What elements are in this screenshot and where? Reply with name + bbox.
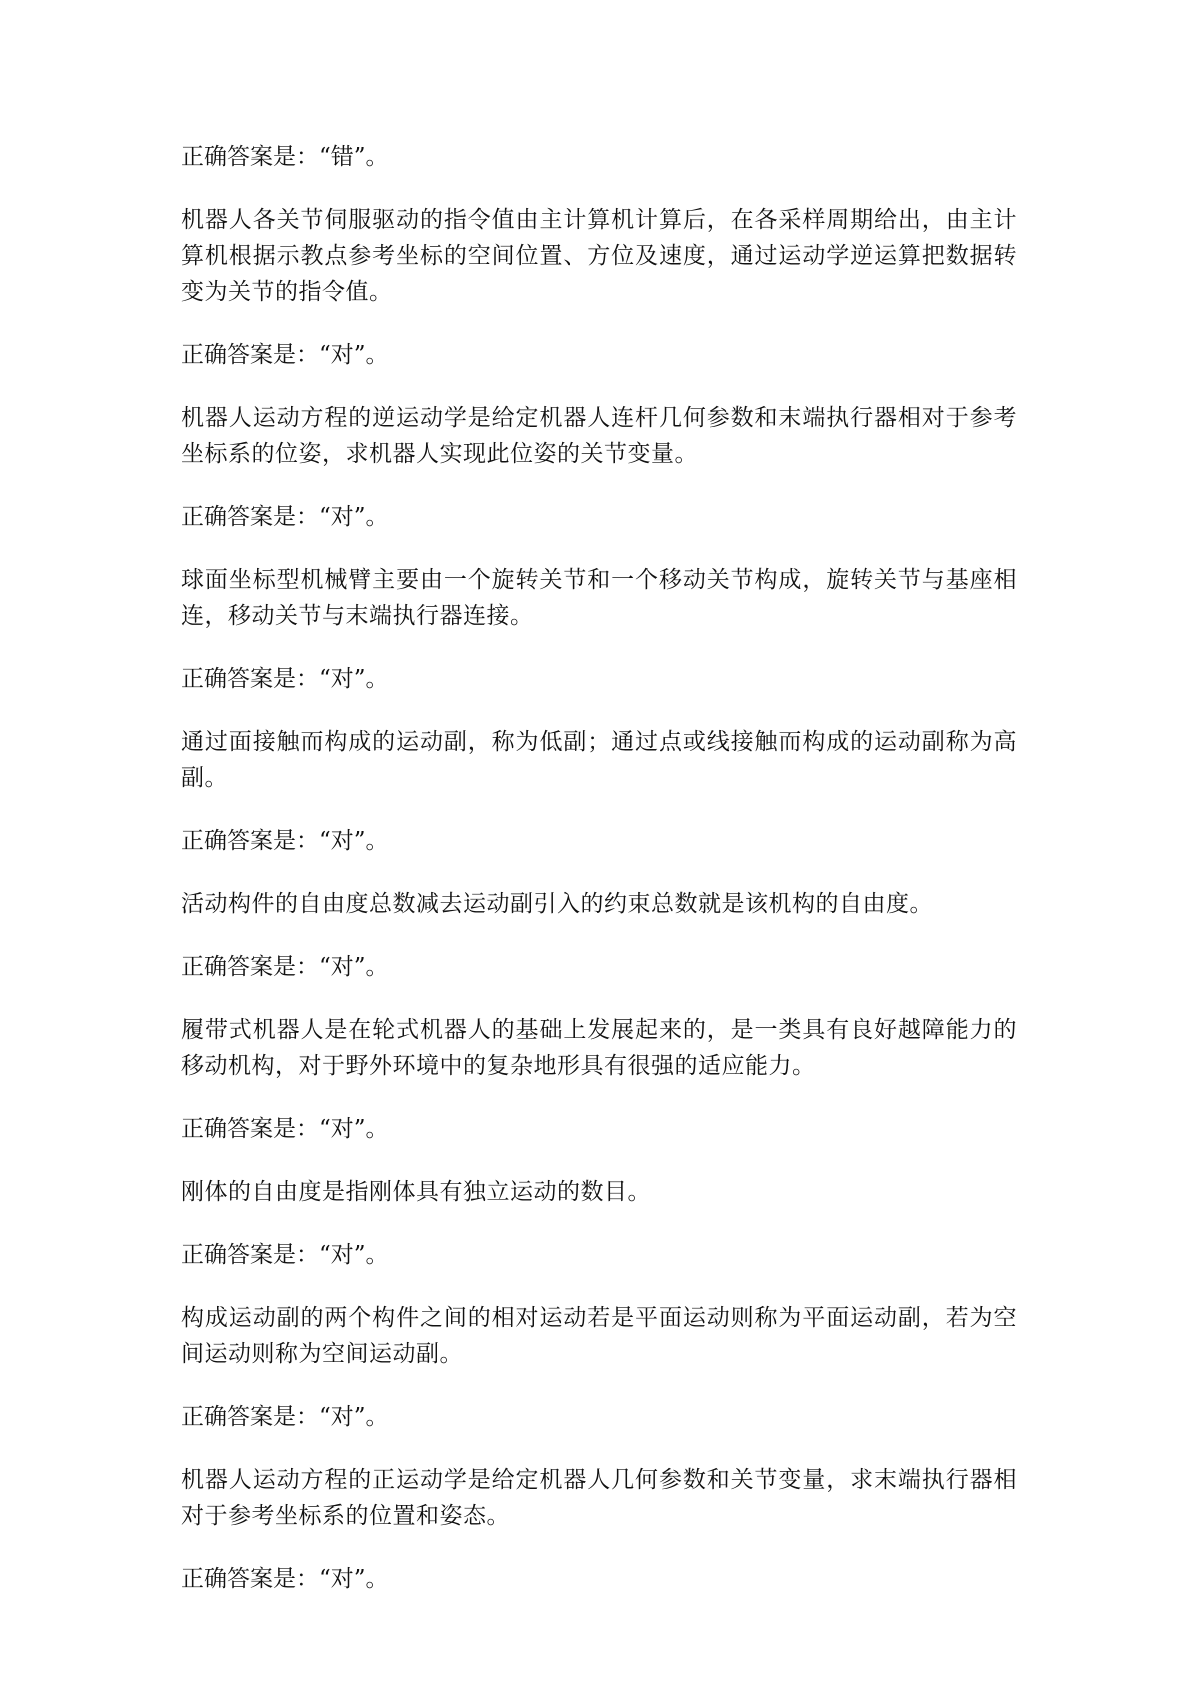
qa-item: [181, 1462, 1017, 1597]
question-text: 履带式机器人是在轮式机器人的基础上发展起来的，是一类具有良好越障能力的移动机构，对于野外环境中的复杂地形具有很强的适应能力。: [181, 1017, 1017, 1079]
answer-text: 正确答案是：“对”。: [181, 1116, 389, 1142]
qa-item: [181, 1012, 1017, 1147]
answer-text: 正确答案是：“对”。: [181, 1242, 389, 1268]
qa-item: [181, 1174, 1017, 1273]
answer-text: 正确答案是：“对”。: [181, 1404, 389, 1430]
qa-item: [181, 886, 1017, 985]
question-text: 机器人各关节伺服驱动的指令值由主计算机计算后，在各采样周期给出，由主计算机根据示教点参考坐标的空间位置、方位及速度，通过运动学逆运算把数据转变为关节的指令值。: [181, 207, 1017, 305]
answer-text: 正确答案是：“错”。: [181, 144, 389, 170]
qa-item: [181, 202, 1017, 373]
answer-text: 正确答案是：“对”。: [181, 1566, 389, 1592]
qa-item: [181, 1300, 1017, 1435]
answer-text: 正确答案是：“对”。: [181, 828, 389, 854]
answer-text: 正确答案是：“对”。: [181, 954, 389, 980]
answer-text: 正确答案是：“对”。: [181, 504, 389, 530]
question-text: 构成运动副的两个构件之间的相对运动若是平面运动则称为平面运动副，若为空间运动则称为空间运动副。: [181, 1305, 1017, 1367]
document-page: [181, 139, 1017, 1597]
question-text: 通过面接触而构成的运动副，称为低副；通过点或线接触而构成的运动副称为高副。: [181, 729, 1017, 791]
question-text: 机器人运动方程的逆运动学是给定机器人连杆几何参数和末端执行器相对于参考坐标系的位姿，求机器人实现此位姿的关节变量。: [181, 405, 1017, 467]
qa-item: [181, 562, 1017, 697]
qa-item: [181, 724, 1017, 859]
question-text: 刚体的自由度是指刚体具有独立运动的数目。: [181, 1179, 651, 1205]
answer-text: 正确答案是：“对”。: [181, 666, 389, 692]
answer-text: 正确答案是：“对”。: [181, 342, 389, 368]
qa-item: [181, 400, 1017, 535]
question-text: 活动构件的自由度总数减去运动副引入的约束总数就是该机构的自由度。: [181, 891, 933, 917]
question-text: 球面坐标型机械臂主要由一个旋转关节和一个移动关节构成，旋转关节与基座相连，移动关节与末端执行器连接。: [181, 567, 1017, 629]
question-text: 机器人运动方程的正运动学是给定机器人几何参数和关节变量，求末端执行器相对于参考坐标系的位置和姿态。: [181, 1467, 1017, 1529]
